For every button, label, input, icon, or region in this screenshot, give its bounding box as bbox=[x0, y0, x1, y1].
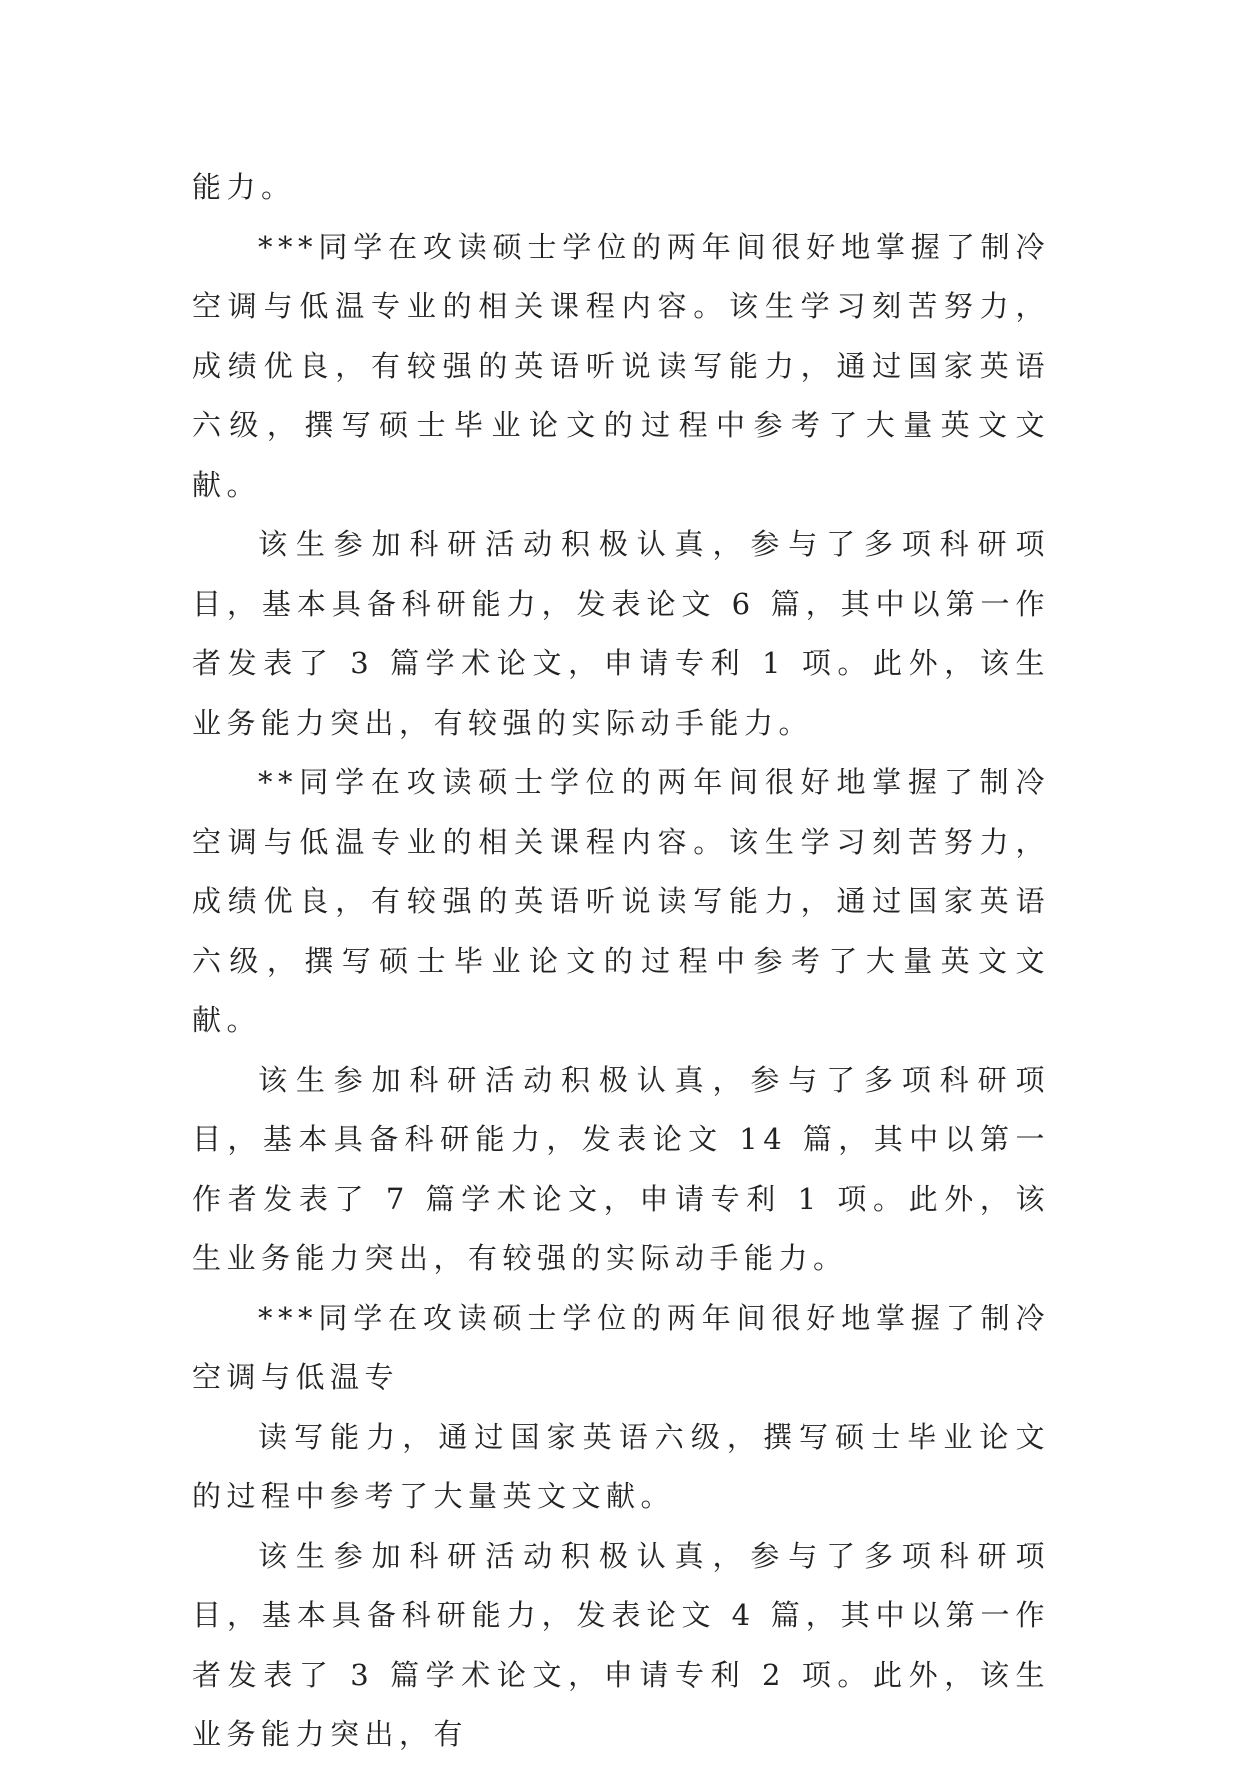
paragraph-6: ***同学在攻读硕士学位的两年间很好地掌握了制冷空调与低温专 bbox=[192, 1300, 1050, 1394]
document-body bbox=[192, 158, 1050, 1765]
paragraph-2: ***同学在攻读硕士学位的两年间很好地掌握了制冷空调与低温专业的相关课程内容。该生学习刻苦努力，成绩优良，有较强的英语听说读写能力，通过国家英语六级，撰写硕士毕业论文的过程中参考了大量英文文献。 bbox=[192, 229, 1050, 502]
paragraph-8: 该生参加科研活动积极认真，参与了多项科研项目，基本具备科研能力，发表论文 4 篇，其中以第一作者发表了 3 篇学术论文，申请专利 2 项。此外，该生业务能力突出，有 bbox=[192, 1538, 1050, 1751]
paragraph-1: 能力。 bbox=[192, 170, 296, 204]
paragraph-5: 该生参加科研活动积极认真，参与了多项科研项目，基本具备科研能力，发表论文 14 篇，其中以第一作者发表了 7 篇学术论文，申请专利 1 项。此外，该生业务能力突出，有较强的实际动手能力。 bbox=[192, 1062, 1050, 1275]
paragraph-3: 该生参加科研活动积极认真，参与了多项科研项目，基本具备科研能力，发表论文 6 篇，其中以第一作者发表了 3 篇学术论文，申请专利 1 项。此外，该生业务能力突出，有较强的实际动手能力。 bbox=[192, 527, 1050, 740]
paragraph-4: **同学在攻读硕士学位的两年间很好地掌握了制冷空调与低温专业的相关课程内容。该生学习刻苦努力，成绩优良，有较强的英语听说读写能力，通过国家英语六级，撰写硕士毕业论文的过程中参考了大量英文文献。 bbox=[192, 765, 1050, 1037]
paragraph-7: 读写能力，通过国家英语六级，撰写硕士毕业论文的过程中参考了大量英文文献。 bbox=[192, 1419, 1050, 1513]
